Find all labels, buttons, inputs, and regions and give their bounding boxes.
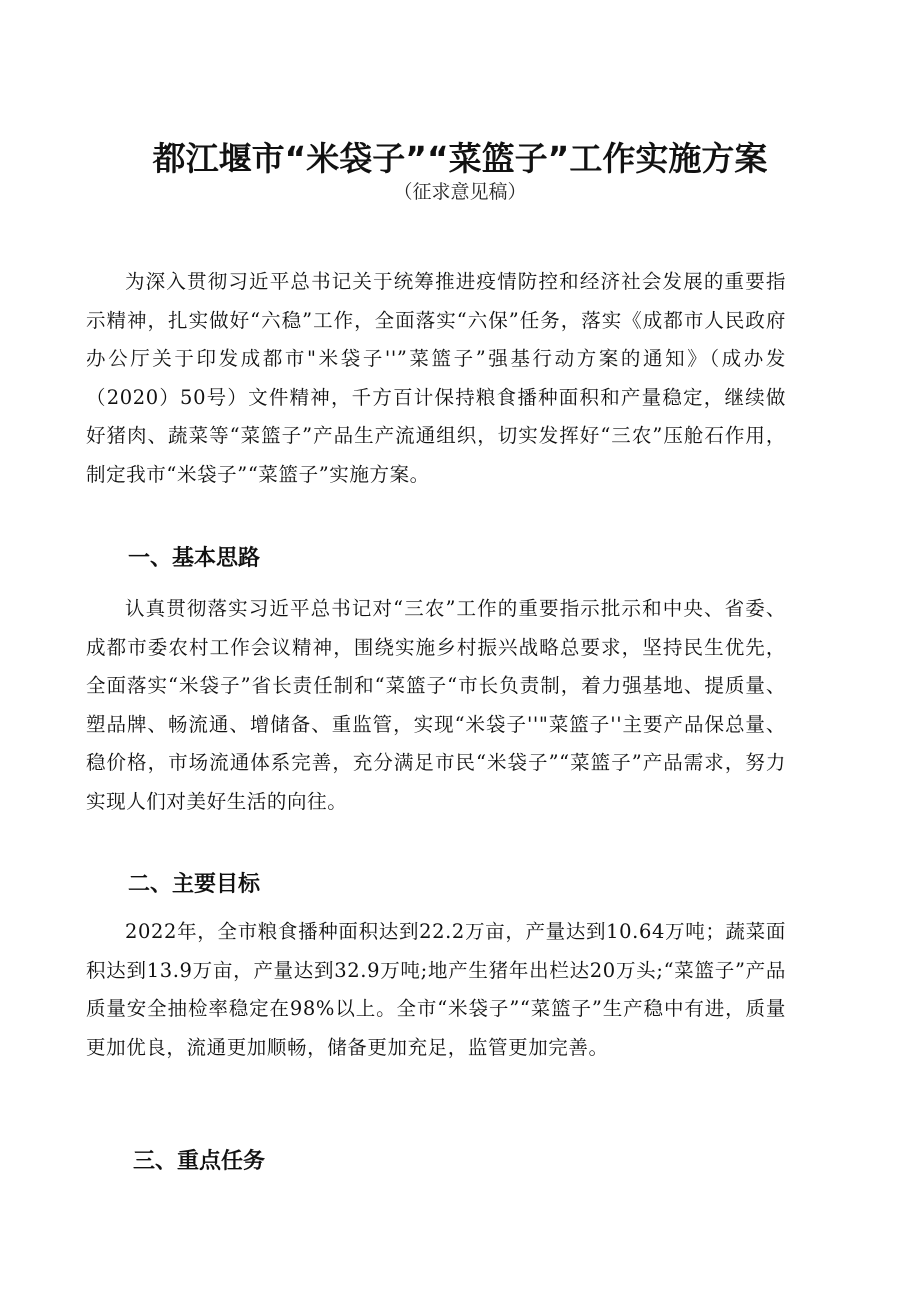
document-subtitle: （征求意见稿） xyxy=(393,181,527,203)
section-heading-key-tasks: 三、重点任务 xyxy=(133,1149,266,1174)
section-body-main-goals: 2022年，全市粮食播种面积达到22.2万亩，产量达到10.64万吨；蔬菜面积达到13.9万亩，产量达到32.9万吨;地产生猪年出栏达20万头;“菜篮子”产品质量安全抽检率稳定在98%以上。全市“米袋子”“菜篮子”生产稳中有进，质量更加优良，流通更加顺畅，储备更加充足，监管更加完善。 xyxy=(86,920,786,1059)
document-title: 都江堰市“米袋子”“菜篮子”工作实施方案 xyxy=(152,139,768,179)
section-body-basic-approach: 认真贯彻落实习近平总书记对“三农”工作的重要指示批示和中央、省委、成都市委农村工作会议精神，围绕实施乡村振兴战略总要求，坚持民生优先，全面落实“米袋子”省长责任制和“菜篮子“市长负责制，着力强基地、提质量、塑品牌、畅流通、增储备、重监管，实现“米袋子''"菜篮子''主要产品保总量、稳价格，市场流通体系完善，充分满足市民“米袋子”“菜篮子”产品需求，努力实现人们对美好生活的向往。 xyxy=(86,597,786,813)
section-heading-main-goals: 二、主要目标 xyxy=(128,872,261,897)
intro-paragraph: 为深入贯彻习近平总书记关于统筹推进疫情防控和经济社会发展的重要指示精神，扎实做好“六稳”工作，全面落实“六保”任务，落实《成都市人民政府办公厅关于印发成都市"米袋子''”菜篮子”强基行动方案的通知》（成办发（2020）50号）文件精神，千方百计保持粮食播种面积和产量稳定，继续做好猪肉、蔬菜等“菜篮子”产品生产流通组织，切实发挥好“三农”压舱石作用，制定我市“米袋子”“菜篮子”实施方案。 xyxy=(86,270,786,486)
section-heading-basic-approach: 一、基本思路 xyxy=(128,546,261,571)
